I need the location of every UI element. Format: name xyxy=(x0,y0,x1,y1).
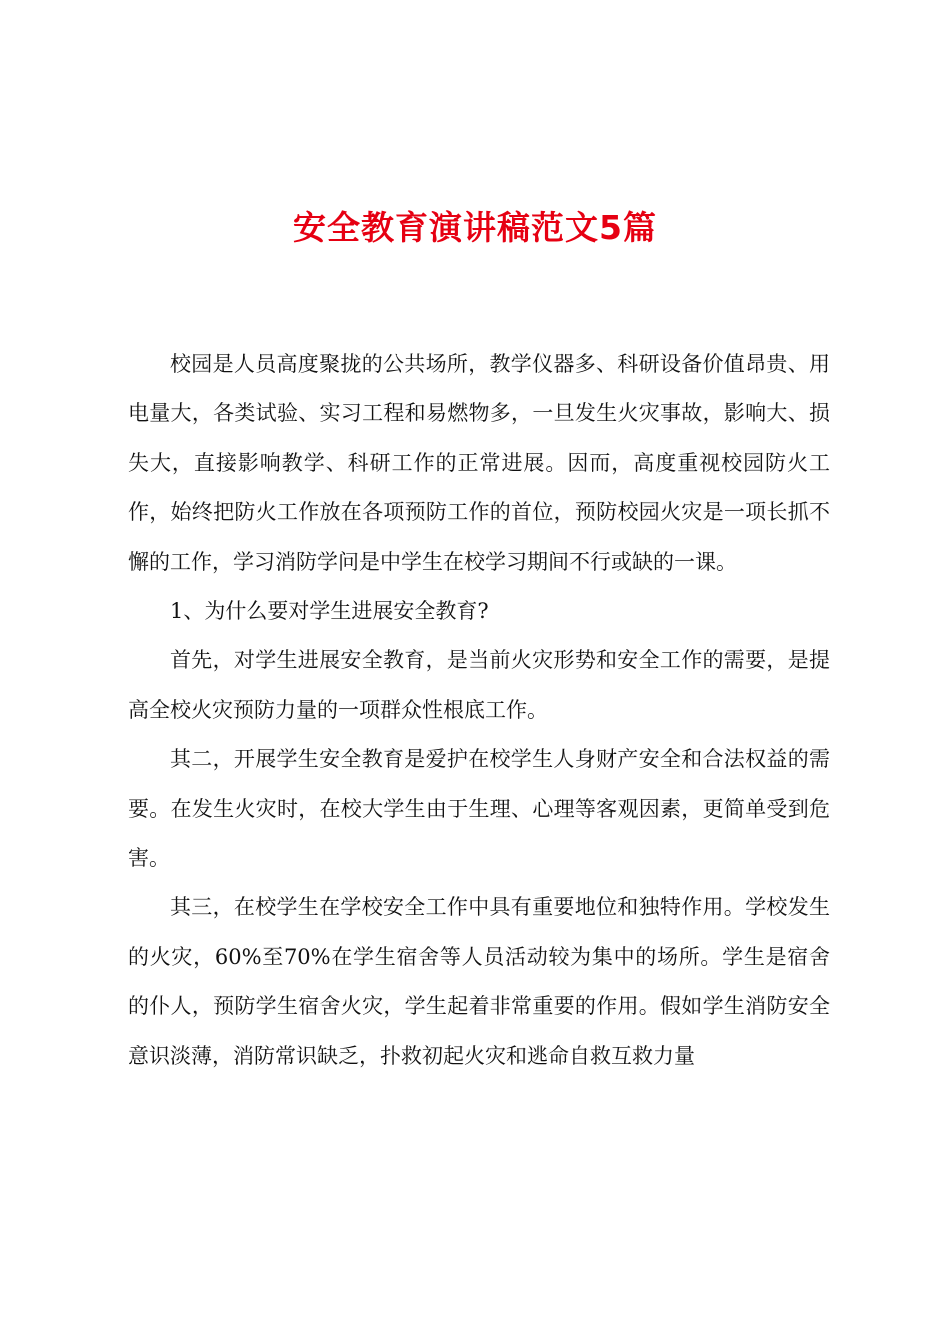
document-body xyxy=(128,340,830,1081)
page-title: 安全教育演讲稿范文5篇 xyxy=(293,208,657,247)
paragraph-first-reason: 首先，对学生进展安全教育，是当前火灾形势和安全工作的需要，是提高全校火灾预防力量的一项群众性根底工作。 xyxy=(128,648,830,722)
section-heading: 1、为什么要对学生进展安全教育? xyxy=(170,599,489,624)
paragraph-second-reason: 其二，开展学生安全教育是爱护在校学生人身财产安全和合法权益的需要。在发生火灾时，在校大学生由于生理、心理等客观因素，更简单受到危害。 xyxy=(128,747,830,871)
paragraph-third-reason: 其三，在校学生在学校安全工作中具有重要地位和独特作用。学校发生的火灾，60%至70%在学生宿舍等人员活动较为集中的场所。学生是宿舍的仆人，预防学生宿舍火灾，学生起着非常重要的作用。假如学生消防安全意识淡薄，消防常识缺乏，扑救初起火灾和逃命自救互救力量 xyxy=(128,895,830,1068)
intro-paragraph: 校园是人员高度聚拢的公共场所，教学仪器多、科研设备价值昂贵、用电量大，各类试验、实习工程和易燃物多，一旦发生火灾事故，影响大、损失大，直接影响教学、科研工作的正常进展。因而，高度重视校园防火工作，始终把防火工作放在各项预防工作的首位，预防校园火灾是一项长抓不懈的工作，学习消防学问是中学生在校学习期间不行或缺的一课。 xyxy=(128,352,830,574)
